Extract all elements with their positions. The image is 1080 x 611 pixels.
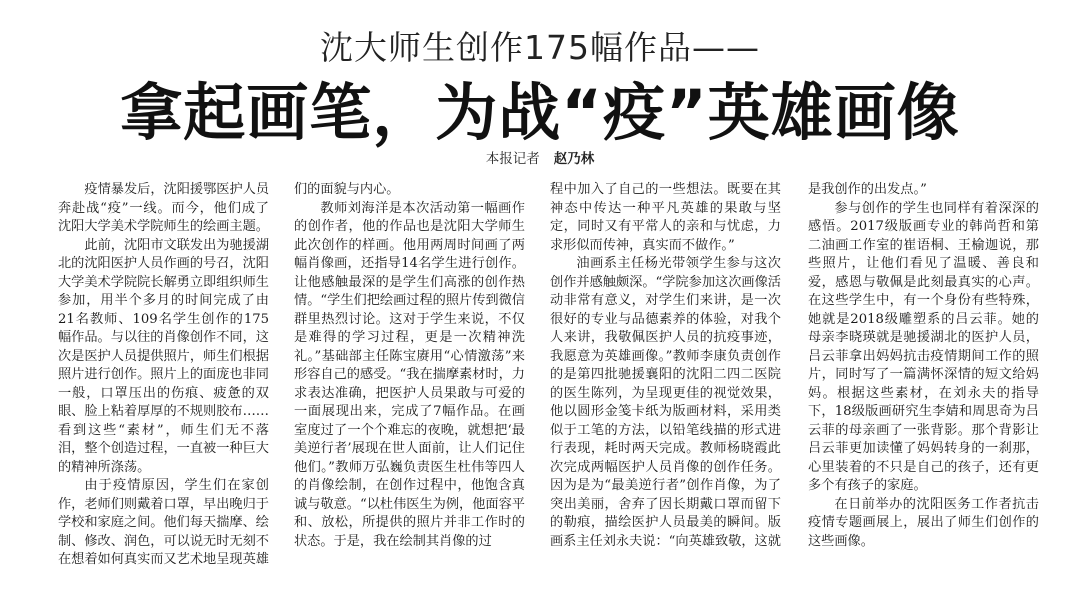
article-subtitle: 沈大师生创作175幅作品—— (320, 28, 760, 67)
paragraph: 此前，沈阳市文联发出为驰援湖北的沈阳医护人员作画的号召，沈阳大学美术学院院长解勇立即组织师生参加，用半个多月的时间完成了由21名教师、109名学生创作的175幅作品。与以往的肖像创作不同，这次是医护人员提供照片，师生们根据照片进行创作。照片上的面庞也非同一般，口罩压出的伤痕、疲惫的双眼、脸上粘着厚厚的不规则胶布……看到这些“素材”，师生们无不落泪，整个创造过程，一直被一种巨大的精神所涤荡。 (58, 237, 269, 475)
paragraph: 油画系主任杨光带领学生参与这次创作并感触颇深。“学院参加这次画像活动非常有意义，对学生们来讲，是一次很好的专业与品德素养的体验，对我个人来讲，我敬佩医护人员的抗疫事迹，我愿意为英雄画像。”教师李康负责创作的是第四批驰援襄阳的沈阳二四二医院的医生陈列，为呈现更佳的视觉效果，他以圆形金笺卡纸为版画材料，采用类似于工笔的方法，以铅笔线描的形式进行表现，耗时两天完成。教师杨晓霞此次完成两幅医护人员肖像的创作任务。因为是为“最美逆行者”创作肖像，为了突出美丽，舍弃了因长期戴口罩而留下的勒痕，描绘医护人员最美的瞬间。版画系主任刘永夫说：“向英雄致敬，这就 (550, 256, 781, 549)
byline (0, 150, 1080, 168)
paragraph-continued: 程中加入了自己的一些想法。既要在其神态中传达一种平凡英雄的果敢与坚定，同时又有平常人的亲和与忧虑，力求形似而传神，真实而不做作。” (550, 182, 781, 253)
paragraph: 在日前举办的沈阳医务工作者抗击疫情专题画展上，展出了师生们创作的这些画像。 (808, 496, 1039, 549)
text-column-2 (294, 181, 525, 581)
paragraph-continued: 是我创作的出发点。” (808, 182, 927, 197)
text-column-1 (58, 181, 269, 581)
article-headline: 拿起画笔，为战“疫”英雄画像 (120, 76, 960, 149)
paragraph: 由于疫情原因，学生们在家创作，老师们则戴着口罩，早出晚归于学校和家庭之间。他们每天揣摩、绘制、修改、润色，可以说无时无刻不在想着如何真实而又艺术地呈现英雄 (58, 478, 269, 567)
text-column-4 (808, 181, 1039, 581)
paragraph-continued: 们的面貌与内心。 (294, 182, 400, 197)
byline-label: 本报记者 (485, 151, 540, 167)
paragraph: 参与创作的学生也同样有着深深的感悟。2017级版画专业的韩尚哲和第二油画工作室的崔语桐、王榆迦说，那些照片，让他们看见了温暖、善良和爱，感恩与敬佩是此刻最真实的心声。在这些学生中，有一个身份有些特殊，她就是2018级雕塑系的吕云菲。她的母亲李晓瑛就是驰援湖北的医护人员，吕云菲拿出妈妈抗击疫情期间工作的照片，同时写了一篇满怀深情的短文给妈妈。根据这些素材，在刘永夫的指导下，18级版画研究生李婧和周思奇为吕云菲的母亲画了一张背影。那个背影让吕云菲更加读懂了妈妈转身的一刹那，心里装着的不只是自己的孩子，还有更多个有孩子的家庭。 (808, 200, 1039, 493)
text-column-3 (550, 181, 781, 581)
paragraph: 疫情暴发后，沈阳援鄂医护人员奔赴战“疫”一线。而今，他们成了沈阳大学美术学院师生的绘画主题。 (58, 182, 269, 234)
byline-author: 赵乃林 (553, 151, 595, 167)
paragraph: 教师刘海洋是本次活动第一幅画作的创作者，他的作品也是沈阳大学师生此次创作的样画。他用两周时间画了两幅肖像画，还指导14名学生进行创作。让他感触最深的是学生们高涨的创作热情。“学生们把绘画过程的照片传到微信群里热烈讨论。这对于学生来说，不仅是难得的学习过程，更是一次精神洗礼。”基础部主任陈宝赓用“心情激荡”来形容自己的感受。“我在揣摩素材时，力求表达准确，把医护人员果敢与可爱的一面展现出来，完成了7幅作品。在画室度过了一个个难忘的夜晚，就想把‘最美逆行者’展现在世人面前，让人们记住他们。”教师万弘巍负责医生杜伟等四人的肖像绘制，在创作过程中，他饱含真诚与敬意。“以杜伟医生为例，他面容平和、放松，所提供的照片并非工作时的状态。于是，我在绘制其肖像的过 (294, 200, 525, 549)
